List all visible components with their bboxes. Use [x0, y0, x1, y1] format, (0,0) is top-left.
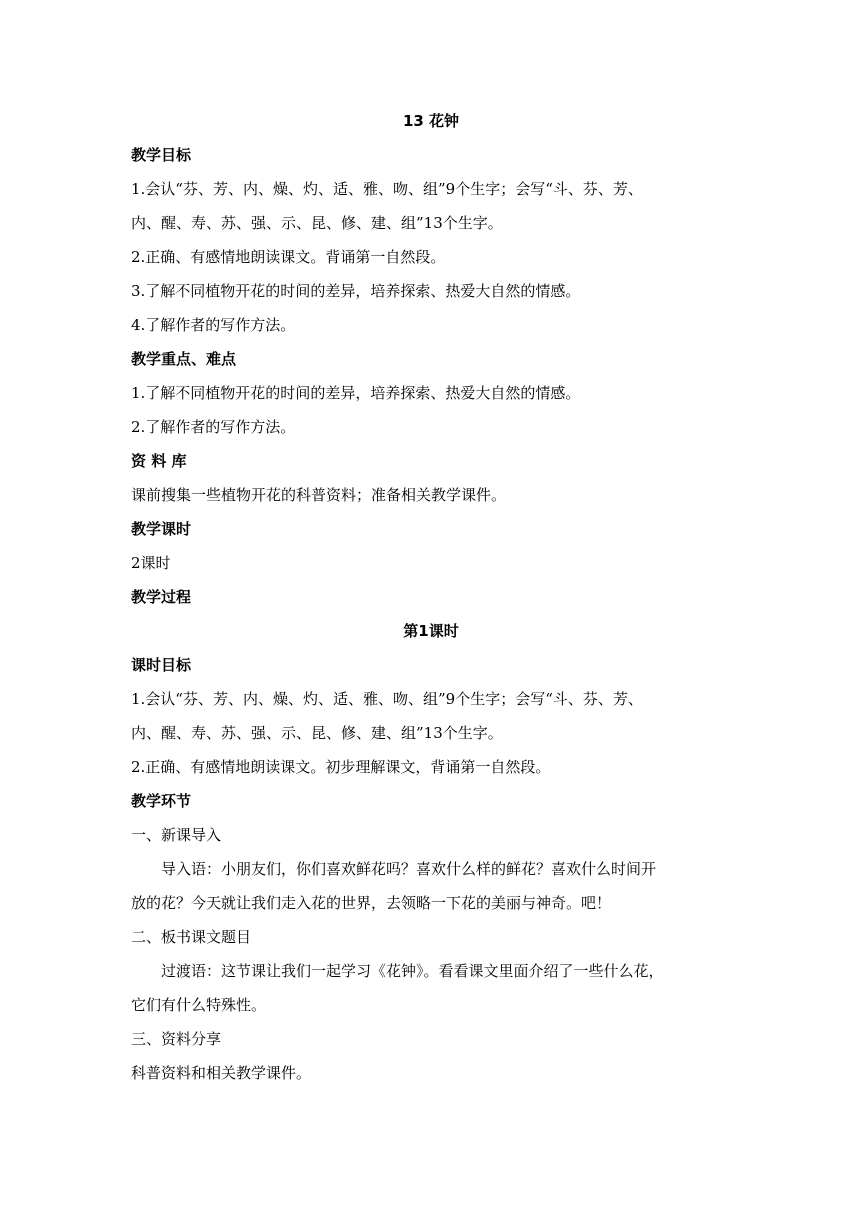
lesson-goals-line: 1.会认“芬、芳、内、燥、灼、适、雅、吻、组”9个生字；会写“斗、芬、芳、 [131, 690, 643, 708]
goals-line: 1.会认“芬、芳、内、燥、灼、适、雅、吻、组”9个生字；会写“斗、芬、芳、 [131, 180, 643, 198]
lesson-goals-line: 2.正确、有感情地朗读课文。初步理解课文，背诵第一自然段。 [131, 758, 551, 776]
step2-text: 过渡语：这节课让我们一起学习《花钟》。看看课文里面介绍了一些什么花， [161, 962, 664, 980]
key-points-line: 2.了解作者的写作方法。 [131, 418, 296, 436]
document-content [131, 104, 731, 1090]
process-heading: 教学过程 [131, 588, 192, 606]
hours-line: 2课时 [131, 554, 171, 572]
key-points-heading: 教学重点、难点 [131, 350, 237, 368]
goals-line: 3.了解不同植物开花的时间的差异，培养探索、热爱大自然的情感。 [131, 282, 581, 300]
step2-text: 它们有什么特殊性。 [131, 996, 267, 1014]
goals-line: 2.正确、有感情地朗读课文。背诵第一自然段。 [131, 248, 446, 266]
hours-heading: 教学课时 [131, 520, 192, 538]
goals-heading: 教学目标 [131, 146, 192, 164]
goals-line: 内、醒、寿、苏、强、示、昆、修、建、组”13个生字。 [131, 214, 503, 232]
step1-text: 导入语：小朋友们，你们喜欢鲜花吗？喜欢什么样的鲜花？喜欢什么时间开 [161, 860, 657, 878]
resources-line: 课前搜集一些植物开花的科普资料；准备相关教学课件。 [131, 486, 507, 504]
resources-heading: 资 料 库 [131, 452, 187, 470]
lesson-goals-line: 内、醒、寿、苏、强、示、昆、修、建、组”13个生字。 [131, 724, 503, 742]
lesson-goals-heading: 课时目标 [131, 656, 192, 674]
document-title: 13 花钟 [402, 112, 460, 130]
step3-text: 科普资料和相关教学课件。 [131, 1064, 312, 1082]
steps-heading: 教学环节 [131, 792, 192, 810]
key-points-line: 1.了解不同植物开花的时间的差异，培养探索、热爱大自然的情感。 [131, 384, 581, 402]
step1-text: 放的花？今天就让我们走入花的世界，去领略一下花的美丽与神奇。吧！ [131, 894, 612, 912]
lesson1-title: 第1课时 [403, 622, 459, 640]
step1-title: 一、新课导入 [131, 826, 222, 844]
step2-title: 二、板书课文题目 [131, 928, 252, 946]
goals-line: 4.了解作者的写作方法。 [131, 316, 296, 334]
step3-title: 三、资料分享 [131, 1030, 222, 1048]
